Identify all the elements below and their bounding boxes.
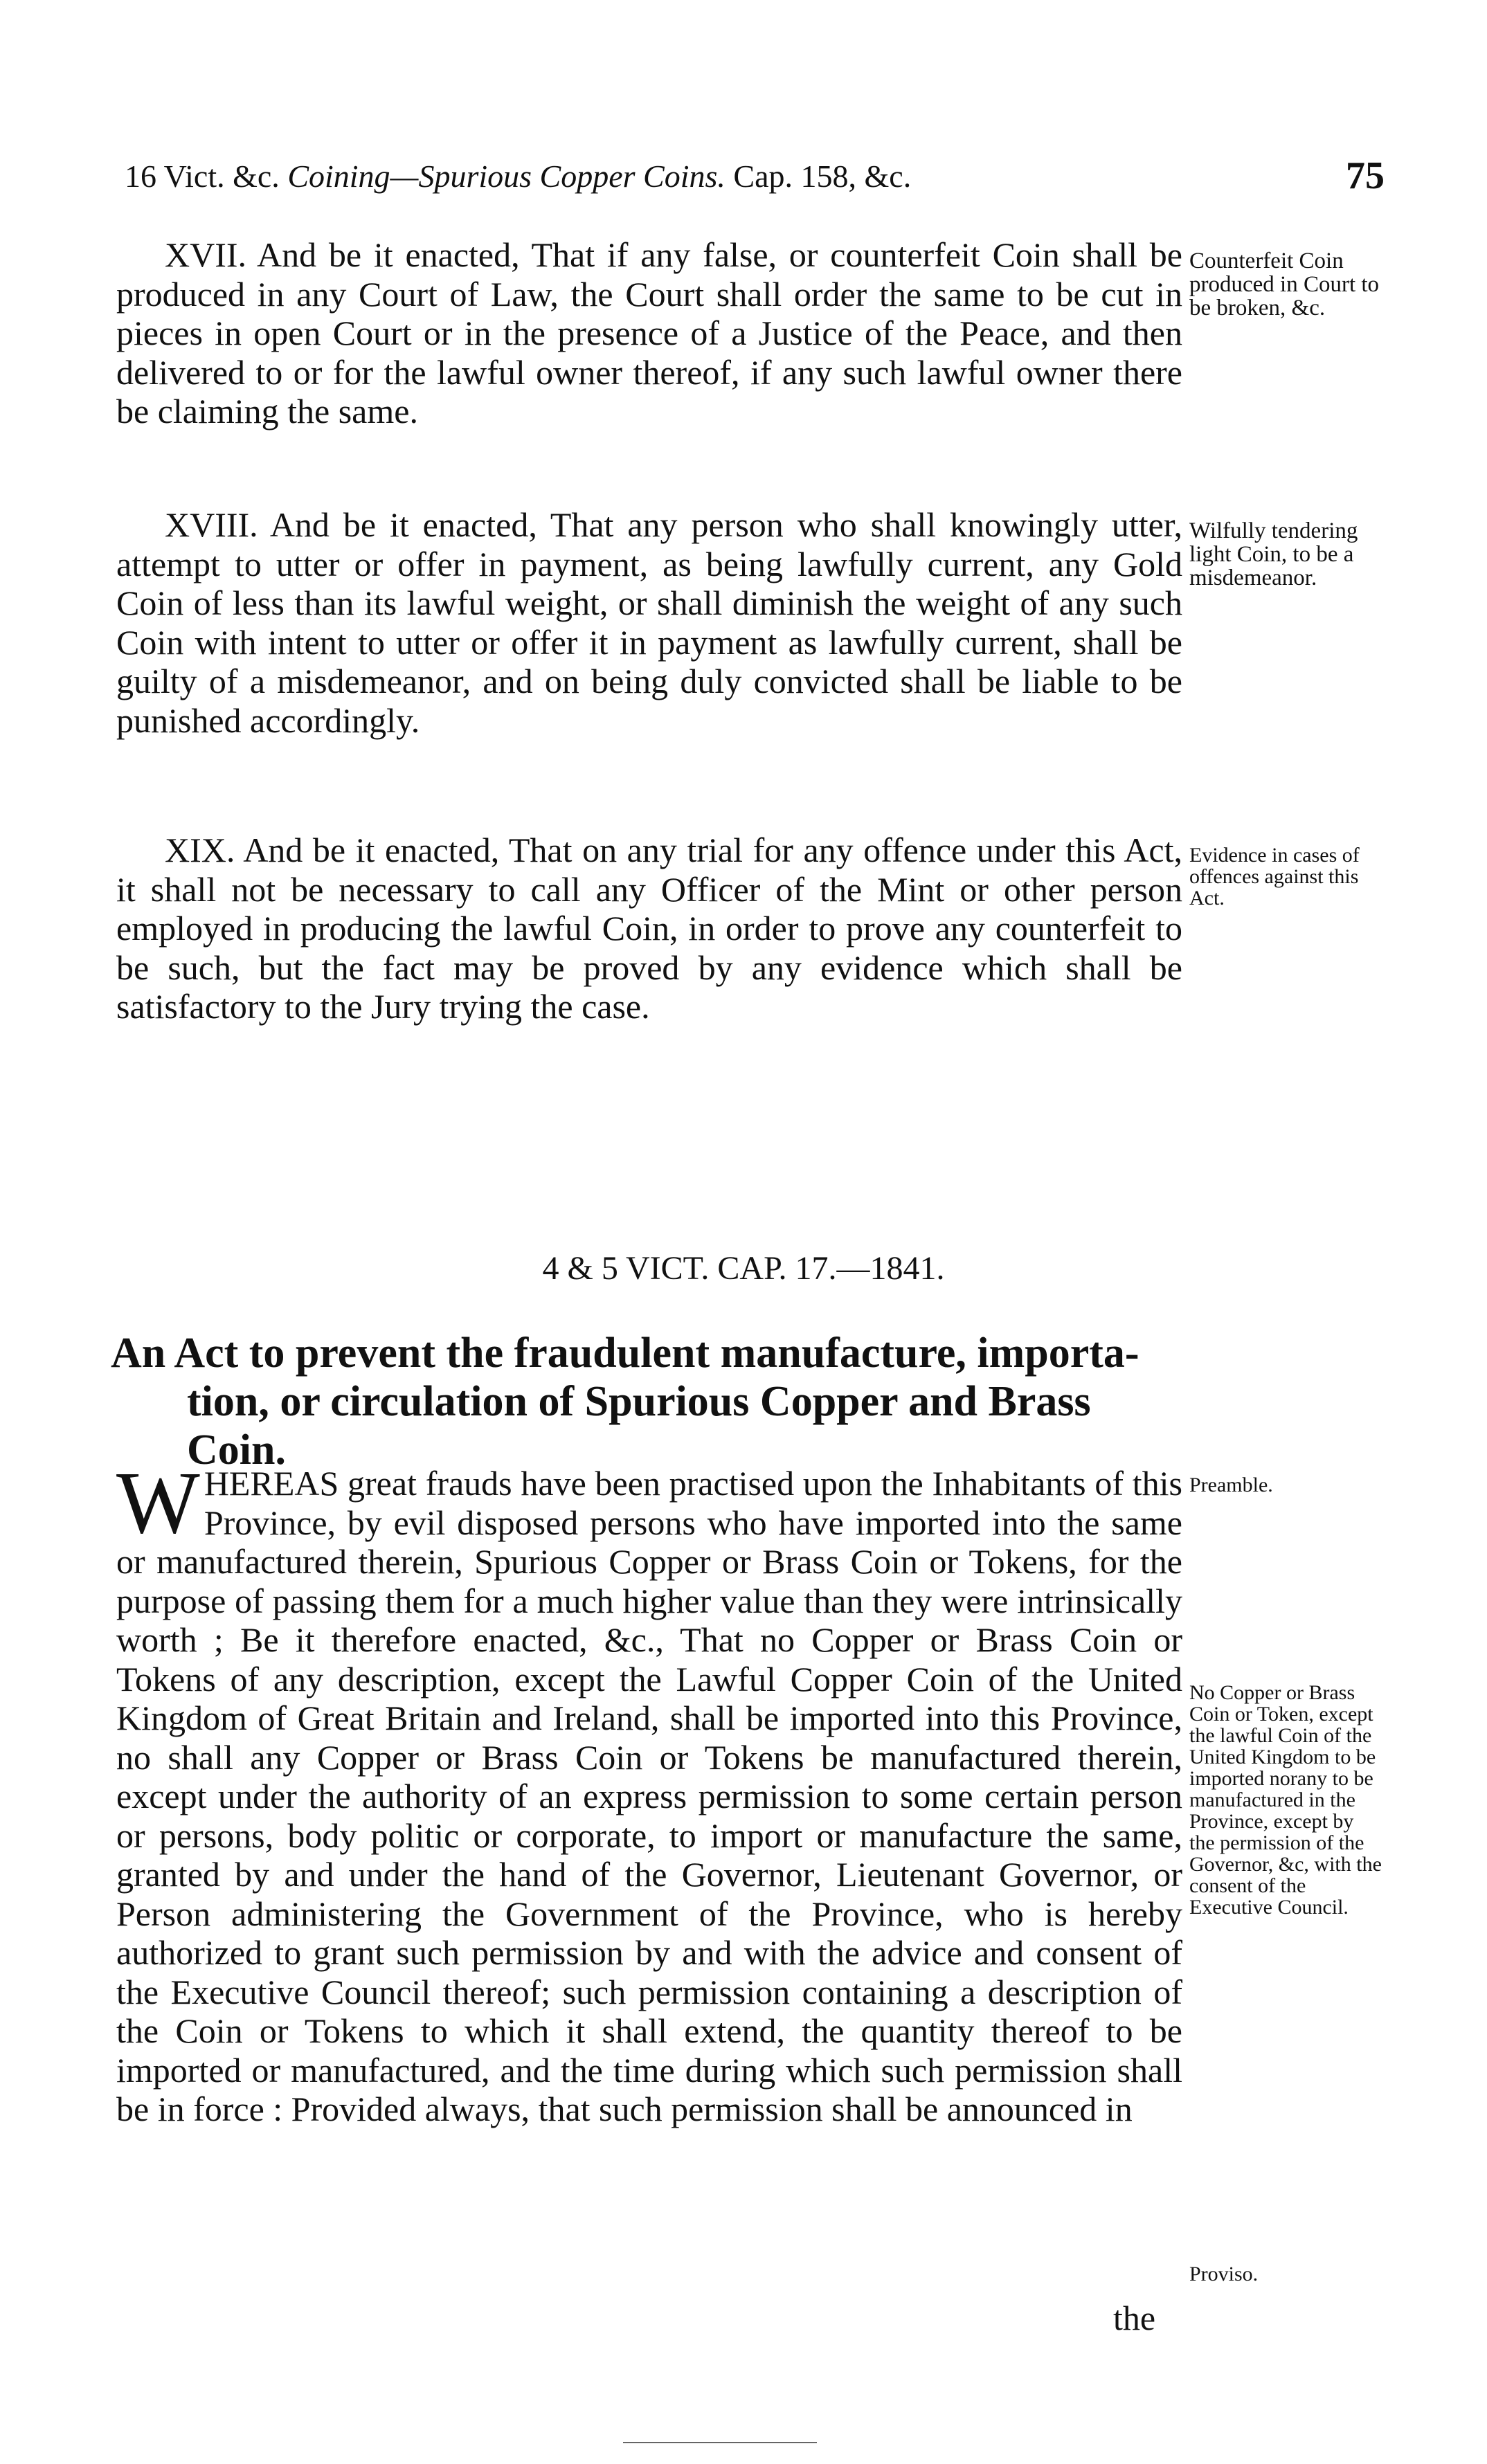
act-body (116, 1453, 1182, 2129)
header-title: Coining—Spurious Copper Coins. (287, 158, 726, 194)
act-body-text: HEREAS great frauds have been practised upon the Inhabitants of this Province, by evil disposed persons who have imported into the same or manufactured therein, Spurious Copper or Brass Coin or Tokens, for the purpose of passing them for a much higher value than they were intrinsically worth ; Be it therefore enacted, &c., That no Copper or Brass Coin or Tokens of any description, except the Lawful Copper Coin of the United Kingdom of Great Britain and Ireland, shall be imported into this Province, no shall any Copper or Brass Coin or Tokens be manufactured therein, except under the authority of an express permission to some certain person or persons, body politic or corporate, to import or manufacture the same, granted by and under the hand of the Governor, Lieutenant Governor, or Person administering the Government of the Province, who is hereby authorized to grant such permission by and with the advice and consent of the Executive Council thereof; such permission containing a description of the Coin or Tokens to which it shall extend, the quantity thereof to be imported or manufactured, and the time during which such permission shall be in force : Provided always, that such permission shall be announced in (116, 1464, 1182, 2128)
margin-preamble: Preamble. (1189, 1474, 1273, 1496)
section-text: XVIII. And be it enacted, That any person who shall knowingly utter, attempt to utter or offer in payment, as being lawfully current, any Gold Coin of less than its lawful weight, or shall diminish the weight of any such Coin with intent to utter or offer it in payment as lawfully current, shall be guilty of a misdemeanor, and on being duly convicted shall be liable to be punished accordingly. (116, 505, 1182, 740)
act-body-paragraph (116, 1453, 1182, 2129)
margin-proviso: Proviso. (1189, 2263, 1259, 2285)
margin-no-copper: No Copper or Brass Coin or Token, except the lawful Coin of the United Kingdom to be imported norany to be manufactured in the Province, except by the permission of the Governor, &c, with the consent of the Executive Council. (1189, 1681, 1382, 1919)
running-header (125, 154, 1385, 206)
act-title-line1: An Act to prevent the fraudulent manufacture, importa- (111, 1330, 1139, 1377)
header-left (125, 158, 911, 194)
act-title (111, 1329, 1184, 1474)
drop-cap: W (116, 1453, 200, 1552)
act-title-line2: tion, or circulation of Spurious Copper and Brass Coin. (187, 1378, 1091, 1474)
act-heading: 4 & 5 VICT. CAP. 17.—1841. (542, 1250, 945, 1287)
header-cap: Cap. 158, &c. (733, 158, 912, 194)
page-number: 75 (1346, 154, 1385, 197)
header-prefix: 16 Vict. &c. (125, 158, 280, 194)
margin-note-xix: Evidence in cases of offences against this Act. (1189, 844, 1360, 909)
section-xvii (116, 235, 1182, 431)
footer-rule (623, 2442, 817, 2443)
section-xix (116, 831, 1182, 1026)
section-text: XVII. And be it enacted, That if any false, or counterfeit Coin shall be produced in any Court of Law, the Court shall order the same to be cut in pieces in open Court or in the presence of a Justice of the Peace, and then delivered to or for the lawful owner thereof, if any such lawful owner there be claiming the same. (116, 235, 1182, 431)
section-text: XIX. And be it enacted, That on any trial for any offence under this Act, it shall not be necessary to call any Officer of the Mint or other person employed in producing the lawful Coin, in order to prove any counterfeit to be such, but the fact may be proved by any evidence which shall be satisfactory to the Jury trying the case. (116, 831, 1182, 1026)
catchword: the (1113, 2299, 1156, 2337)
margin-note-xvii: Counterfeit Coin produced in Court to be broken, &c. (1189, 248, 1380, 320)
margin-note-xviii: Wilfully tendering light Coin, to be a misdemeanor. (1189, 518, 1358, 590)
section-xviii (116, 505, 1182, 740)
